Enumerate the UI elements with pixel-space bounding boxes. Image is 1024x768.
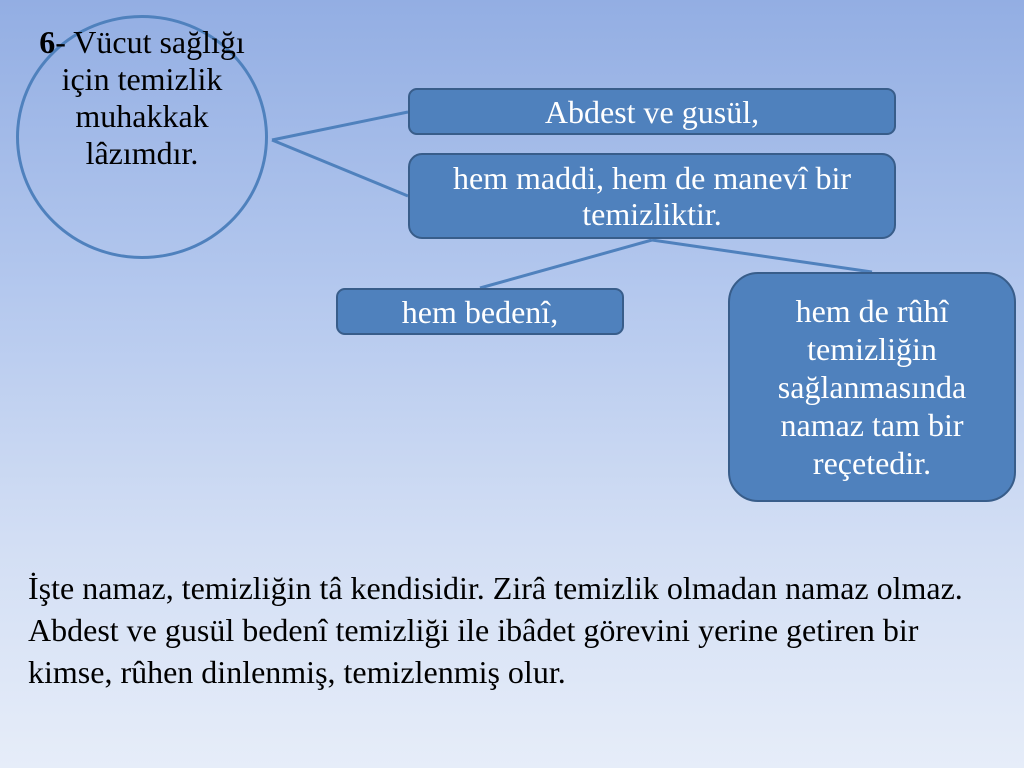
box-maddi-manevi [408,153,896,239]
connector-maddi-manevi-to-bedeni [480,240,652,288]
box-bedeni-text: hem bedenî, [401,293,559,330]
summary-paragraph: İşte namaz, temizliğin tâ kendisidir. Zirâ temizlik olmadan namaz olmaz. Abdest ve gusül bedenî temizliği ile ibâdet görevini yerine getiren bir kimse, rûhen dinlenmiş, temizlenmiş olur. [28,570,963,690]
box-abdest-gusul [408,88,896,135]
box-maddi-manevi-text: hem maddi, hem de manevî bir temizliktir. [452,160,852,232]
connector-circle-to-abdest [272,112,408,140]
box-ruhi [728,272,1016,502]
topic-statement: - Vücut sağlığı için temizlik muhakkak lâzımdır. [55,24,245,171]
box-abdest-gusul-text: Abdest ve gusül, [544,93,760,130]
connector-maddi-manevi-to-ruhi [652,240,872,272]
topic-number: 6 [39,24,56,60]
box-ruhi-text: hem de rûhî temizliğin sağlanmasında namaz tam bir reçetedir. [777,293,967,481]
connector-circle-to-maddi-manevi [272,140,408,196]
topic-circle-text [20,24,264,172]
box-bedeni [336,288,624,335]
